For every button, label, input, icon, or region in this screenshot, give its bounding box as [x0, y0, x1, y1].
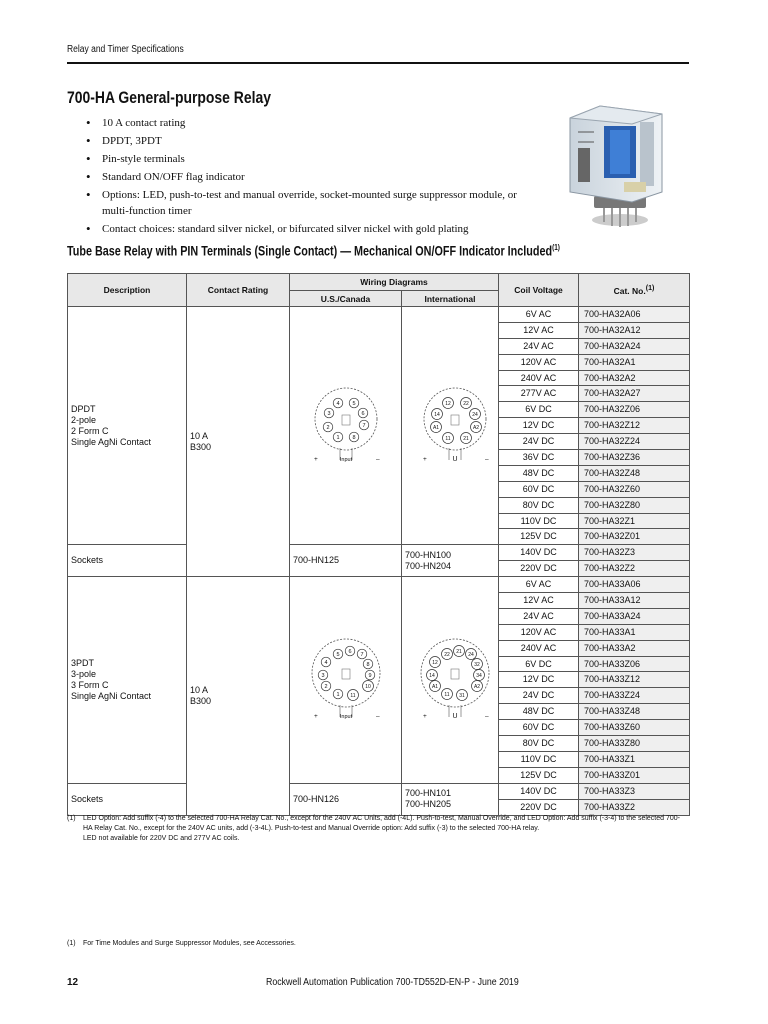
socket-outline [315, 388, 377, 450]
publication-info: Rockwell Automation Publication 700-TD552D-EN-P - June 2019 [266, 977, 519, 988]
pin-label: 5 [351, 401, 356, 408]
cat-no-cell: 700-HA33Z06 [579, 656, 690, 672]
pin-label: 7 [361, 423, 366, 430]
description-line: 3 Form C [71, 679, 109, 690]
cat-no-cell: 700-HA32Z2 [579, 561, 690, 577]
terminal-pin [474, 670, 485, 681]
cat-no-cell: 700-HA33A24 [579, 608, 690, 624]
terminal-pin [461, 398, 472, 409]
wiring-diagram-icon [296, 633, 396, 723]
coil-voltage-cell: 125V DC [499, 529, 579, 545]
col-header-coil-voltage: Coil Voltage [499, 274, 579, 307]
pin-label: 24 [468, 652, 474, 659]
coil-voltage-cell: 24V AC [499, 338, 579, 354]
pin-label: 8 [365, 662, 370, 669]
pin-label: 7 [359, 652, 364, 659]
cat-no-cell: 700-HA33Z24 [579, 688, 690, 704]
cat-no-cell: 700-HA33Z1 [579, 751, 690, 767]
col-header-contact-rating: Contact Rating [187, 274, 290, 307]
coil-voltage-cell: 60V DC [499, 720, 579, 736]
socket-intl-line: 700-HN100 [405, 549, 452, 560]
socket-intl [402, 783, 499, 815]
coil-voltage-cell: 24V DC [499, 434, 579, 450]
terminal-pin [430, 657, 441, 668]
cat-no-cell: 700-HA32Z48 [579, 465, 690, 481]
plus-sign: + [423, 456, 427, 464]
pin-label: A2 [472, 425, 480, 432]
coil-voltage-cell: 110V DC [499, 513, 579, 529]
pin-label: 22 [463, 401, 469, 408]
pin-label: A1 [432, 425, 440, 432]
cat-no-cell: 700-HA32Z06 [579, 402, 690, 418]
description-line: Single AgNi Contact [71, 436, 152, 447]
cat-no-cell: 700-HA32Z36 [579, 450, 690, 466]
coil-voltage-cell: 120V AC [499, 624, 579, 640]
footnote-ref: (1) [645, 284, 655, 293]
coil-voltage-cell: 240V AC [499, 640, 579, 656]
pin-label: 6 [347, 649, 352, 656]
terminal-pin [345, 647, 355, 657]
plus-sign: + [313, 456, 318, 464]
socket-intl [402, 545, 499, 577]
pin-label: 3 [320, 673, 325, 680]
terminal-pin [349, 398, 359, 408]
terminal-pin [431, 422, 442, 433]
u-label: U [452, 713, 458, 721]
socket-intl-line: 700-HN205 [405, 799, 452, 810]
page-number: 12 [67, 977, 79, 988]
plus-sign: + [423, 713, 427, 721]
terminal-pin [357, 650, 367, 660]
terminal-pin [318, 671, 328, 681]
table-row [68, 307, 690, 323]
pin-label: 32 [474, 662, 480, 669]
socket-intl-line: 700-HN204 [405, 560, 452, 571]
sockets-label: Sockets [68, 545, 187, 577]
pin-label: 6 [360, 411, 365, 418]
footnote-text-2: LED not available for 220V DC and 277V AC coils. [83, 835, 240, 842]
cat-no-cell: 700-HA33Z3 [579, 783, 690, 799]
rating-line: 10 A [190, 684, 209, 695]
relay-table [67, 273, 690, 816]
feature-item: • Pin-style terminals [86, 151, 526, 167]
description-line: Single AgNi Contact [71, 690, 152, 701]
pin-label: 2 [325, 425, 330, 432]
minus-sign: – [485, 713, 489, 721]
terminal-pin [363, 660, 373, 670]
pin-label: 11 [444, 692, 450, 699]
col-header-international: International [402, 291, 499, 307]
minus-sign: – [375, 713, 380, 721]
feature-item: • DPDT, 3PDT [86, 133, 526, 149]
terminal-pin [347, 690, 358, 701]
pin-label: 4 [335, 401, 340, 408]
terminal-pin [430, 681, 441, 692]
cat-no-cell: 700-HA32Z80 [579, 497, 690, 513]
coil-voltage-cell: 36V DC [499, 450, 579, 466]
intl-diagram-cell [402, 307, 499, 545]
coil-voltage-cell: 48V DC [499, 465, 579, 481]
terminal-pin [333, 398, 343, 408]
socket-us: 700-HN126 [290, 783, 402, 815]
description-line: 2-pole [71, 414, 97, 425]
cat-no-cell: 700-HA33Z48 [579, 704, 690, 720]
terminal-pin [324, 408, 334, 418]
cat-no-cell: 700-HA33A06 [579, 577, 690, 593]
socket-intl-line: 700-HN101 [405, 788, 452, 799]
pin-label: 3 [326, 411, 331, 418]
footnote-number: (1) [67, 940, 76, 947]
coil-voltage-cell: 24V DC [499, 688, 579, 704]
cat-no-cell: 700-HA32A06 [579, 307, 690, 323]
terminal-pin [472, 681, 483, 692]
terminal-pin [359, 420, 369, 430]
cat-no-cell: 700-HA32A27 [579, 386, 690, 402]
coil-voltage-cell: 80V DC [499, 736, 579, 752]
col-header-wiring: Wiring Diagrams [290, 274, 499, 291]
pin-label: A2 [473, 684, 481, 691]
cat-no-cell: 700-HA33Z2 [579, 799, 690, 815]
description-cell [68, 577, 187, 784]
col-header-us-canada: U.S./Canada [290, 291, 402, 307]
rating-line: 10 A [190, 430, 209, 441]
cat-no-cell: 700-HA32A24 [579, 338, 690, 354]
cat-no-cell: 700-HA32A2 [579, 370, 690, 386]
pin-label: 22 [444, 652, 450, 659]
heading-footnote [67, 940, 296, 947]
terminal-pin [333, 432, 343, 442]
col-header-description: Description [68, 274, 187, 307]
cat-no-cell: 700-HA32A1 [579, 354, 690, 370]
plus-sign: + [313, 713, 318, 721]
coil-voltage-cell: 125V DC [499, 767, 579, 783]
coil-voltage-cell: 24V AC [499, 608, 579, 624]
terminal-pin [333, 690, 343, 700]
terminal-pin [362, 681, 373, 692]
cat-no-cell: 700-HA33Z80 [579, 736, 690, 752]
description-line: DPDT [71, 403, 96, 414]
pin-label: 2 [323, 684, 328, 691]
pin-label: 12 [445, 401, 451, 408]
pin-label: 5 [335, 652, 340, 659]
input-label: Input [339, 714, 352, 721]
table-row [68, 545, 690, 561]
coil-voltage-cell: 240V AC [499, 370, 579, 386]
terminal-pin [461, 433, 472, 444]
coil-voltage-cell: 140V DC [499, 545, 579, 561]
footnote-number: (1) [67, 815, 76, 822]
wiring-diagram-icon [405, 379, 505, 469]
table-row [68, 783, 690, 799]
description-line: 2 Form C [71, 425, 109, 436]
feature-list [86, 115, 526, 239]
pin-label: 8 [351, 435, 356, 442]
us-diagram-cell [290, 307, 402, 545]
coil-voltage-cell: 48V DC [499, 704, 579, 720]
feature-item: • Standard ON/OFF flag indicator [86, 169, 526, 185]
relay-photo-icon [564, 102, 674, 232]
contact-rating-cell [187, 577, 290, 815]
coil-voltage-cell: 12V DC [499, 672, 579, 688]
terminal-pin [471, 422, 482, 433]
cat-no-cell: 700-HA33A1 [579, 624, 690, 640]
pin-label: 4 [323, 660, 328, 667]
coil-voltage-cell: 12V DC [499, 418, 579, 434]
coil-voltage-cell: 6V AC [499, 307, 579, 323]
header-rule [67, 62, 689, 64]
coil-voltage-cell: 6V DC [499, 402, 579, 418]
cat-no-cell: 700-HA33Z12 [579, 672, 690, 688]
terminal-pin [443, 398, 454, 409]
socket-us: 700-HN125 [290, 545, 402, 577]
footnote-ref: (1) [552, 243, 560, 252]
cat-no-cell: 700-HA32Z01 [579, 529, 690, 545]
cat-no-cell: 700-HA33A12 [579, 593, 690, 609]
feature-item: • 10 A contact rating [86, 115, 526, 131]
feature-item: • Contact choices: standard silver nickel, or bifurcated silver nickel with gold plating [86, 221, 526, 237]
terminal-pin [321, 682, 331, 692]
pin-label: 1 [335, 435, 340, 442]
description-cell [68, 307, 187, 545]
coil-voltage-cell: 120V AC [499, 354, 579, 370]
pin-label: 11 [349, 693, 356, 700]
pin-label: 24 [472, 412, 478, 419]
footnote-text: For Time Modules and Surge Suppressor Modules, see Accessories. [83, 940, 296, 947]
us-diagram-cell [290, 577, 402, 784]
cat-no-cell: 700-HA32Z3 [579, 545, 690, 561]
terminal-pin [443, 433, 454, 444]
cat-no-cell: 700-HA33Z60 [579, 720, 690, 736]
intl-diagram-cell [402, 577, 499, 784]
terminal-pin [454, 646, 465, 657]
coil-voltage-cell: 110V DC [499, 751, 579, 767]
coil-voltage-cell: 220V DC [499, 799, 579, 815]
cat-no-cell: 700-HA32A12 [579, 322, 690, 338]
cat-no-cell: 700-HA32Z1 [579, 513, 690, 529]
table-row [68, 577, 690, 593]
pin-label: 21 [456, 649, 462, 656]
footnote-text: LED Option: Add suffix (-4) to the selected 700-HA Relay Cat. No., except for the 240V AC Units, add (-4L). Push-to-test, Manual Override, and LED Option: Add suffix (-3-4) to the selected 700-HA Relay Cat. No., except for the 240V AC units, add (-3-4L). Push-to-test and Manual Override option: Add suffix (-3) to the selected 700-HA relay. [83, 815, 680, 832]
pin-label: 21 [463, 436, 469, 443]
coil-voltage-cell: 12V AC [499, 322, 579, 338]
sockets-label: Sockets [68, 783, 187, 815]
pin-label: 1 [335, 692, 340, 699]
page-title: 700-HA General-purpose Relay [67, 88, 272, 107]
terminal-pin [427, 670, 438, 681]
terminal-pin [472, 659, 483, 670]
coil-voltage-cell: 6V AC [499, 577, 579, 593]
coil-voltage-cell: 80V DC [499, 497, 579, 513]
col-header-cat-no [579, 274, 690, 307]
terminal-pin [457, 690, 468, 701]
terminal-pin [365, 671, 375, 681]
terminal-pin [466, 649, 477, 660]
terminal-pin [442, 689, 453, 700]
minus-sign: – [485, 456, 489, 464]
coil-voltage-cell: 140V DC [499, 783, 579, 799]
coil-voltage-cell: 12V AC [499, 593, 579, 609]
terminal-pin [349, 432, 359, 442]
pin-label: 11 [445, 436, 451, 443]
terminal-pin [321, 658, 331, 668]
description-line: 3PDT [71, 657, 95, 668]
terminal-pin [470, 409, 481, 420]
pin-label: 14 [429, 673, 435, 680]
pin-label: 12 [432, 660, 438, 667]
cat-no-cell: 700-HA32Z12 [579, 418, 690, 434]
cat-no-cell: 700-HA32Z60 [579, 481, 690, 497]
pin-label: 14 [434, 412, 440, 419]
pin-label: 34 [476, 673, 482, 680]
cat-no-label: Cat. No. [613, 285, 646, 296]
pin-label: A1 [431, 684, 439, 691]
minus-sign: – [375, 456, 380, 464]
table-title-text: Tube Base Relay with PIN Terminals (Single Contact) — Mechanical ON/OFF Indicator Included [67, 243, 553, 259]
pin-label: 10 [364, 684, 371, 691]
description-line: 3-pole [71, 668, 97, 679]
terminal-pin [432, 409, 443, 420]
feature-item: • Options: LED, push-to-test and manual override, socket-mounted surge suppressor module, or multi-function timer [86, 187, 526, 219]
rating-line: B300 [190, 695, 212, 706]
terminal-pin [323, 422, 333, 432]
terminal-pin [442, 649, 453, 660]
coil-voltage-cell: 277V AC [499, 386, 579, 402]
wiring-diagram-icon [296, 379, 396, 469]
cat-no-cell: 700-HA32Z24 [579, 434, 690, 450]
pin-label: 9 [367, 673, 372, 680]
rating-line: B300 [190, 441, 212, 452]
cat-no-cell: 700-HA33A2 [579, 640, 690, 656]
wiring-diagram-icon [405, 633, 505, 723]
u-label: U [452, 456, 458, 464]
coil-voltage-cell: 220V DC [499, 561, 579, 577]
running-header: Relay and Timer Specifications [67, 44, 184, 55]
input-label: Input [339, 457, 352, 464]
cat-no-cell: 700-HA33Z01 [579, 767, 690, 783]
terminal-pin [333, 650, 343, 660]
pin-label: 31 [459, 693, 465, 700]
coil-voltage-cell: 60V DC [499, 481, 579, 497]
terminal-pin [358, 408, 368, 418]
coil-voltage-cell: 6V DC [499, 656, 579, 672]
table-title [67, 243, 560, 259]
contact-rating-cell [187, 307, 290, 577]
